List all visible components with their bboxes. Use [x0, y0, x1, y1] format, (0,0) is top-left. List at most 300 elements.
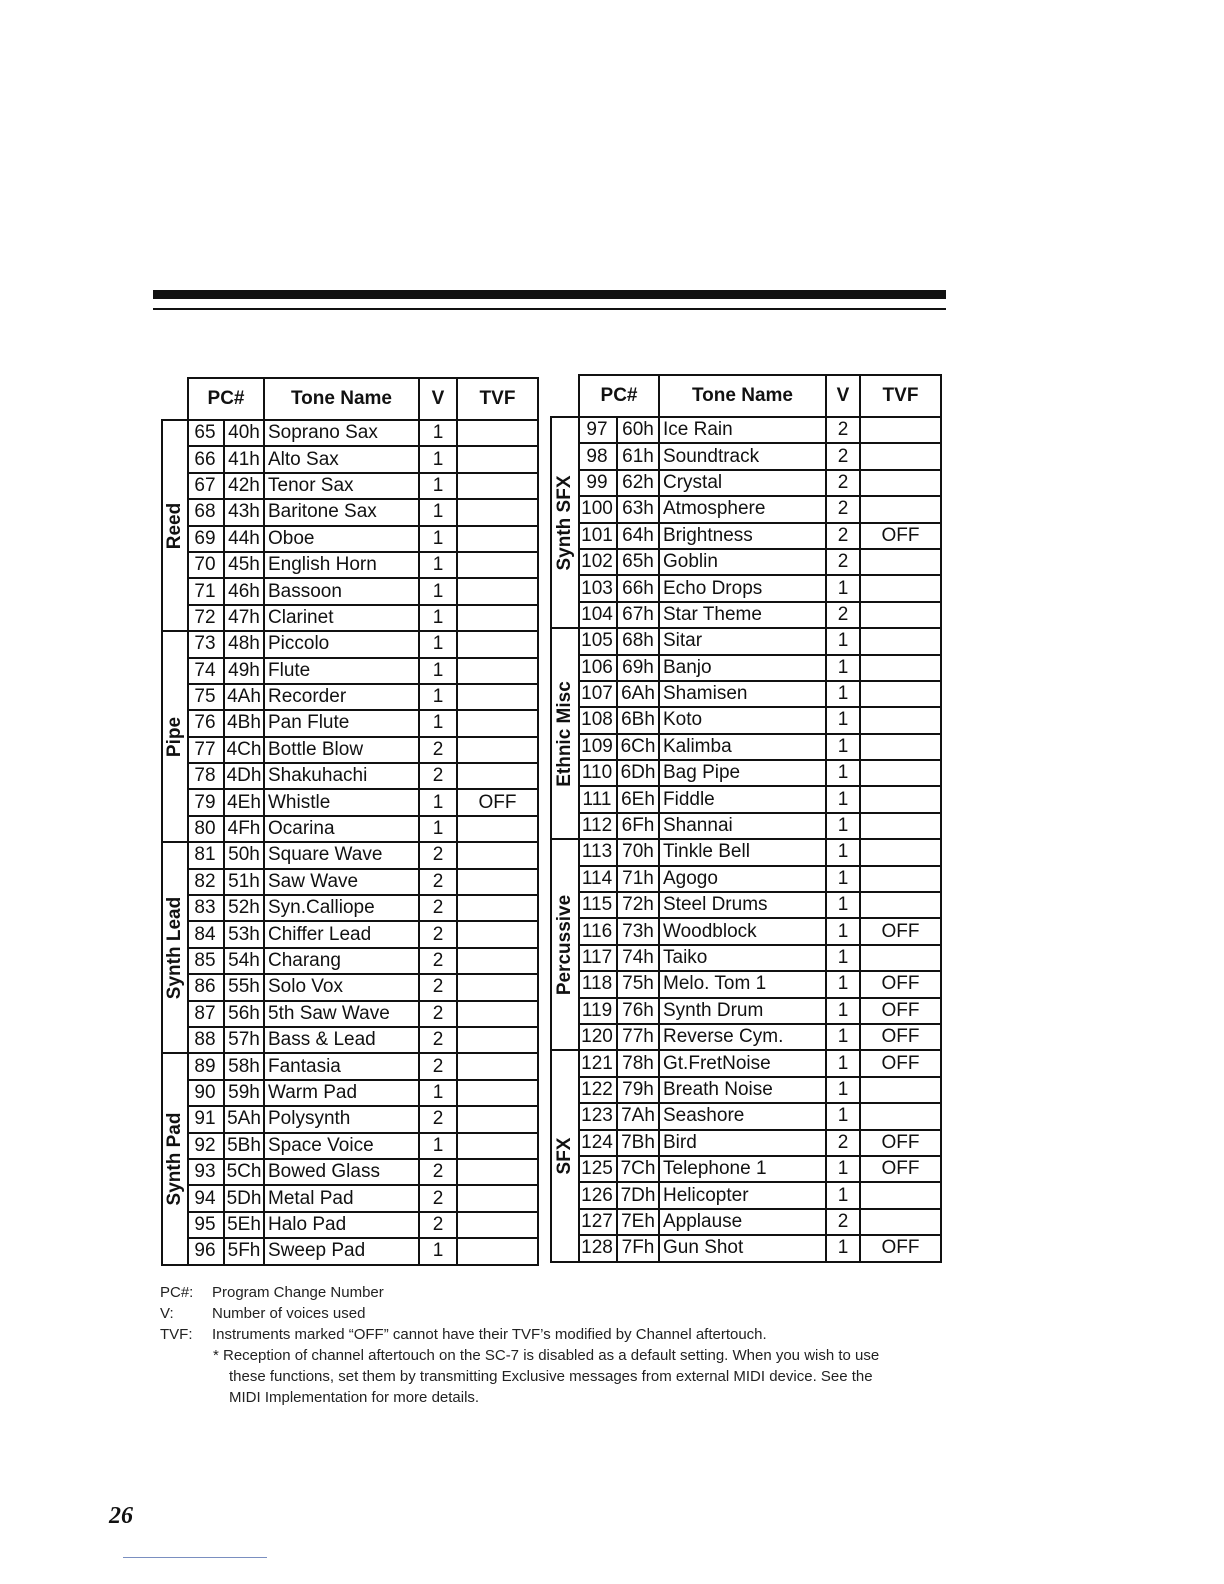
legend-tvf — [160, 1324, 950, 1345]
hex-cell: 66h — [617, 575, 659, 601]
table-row — [551, 760, 941, 786]
table-row — [551, 918, 941, 944]
tone-name-cell: Charang — [264, 948, 419, 974]
tvf-cell — [457, 605, 538, 631]
hex-cell: 7Dh — [617, 1182, 659, 1208]
pc-cell: 96 — [188, 1238, 224, 1264]
voices-cell: 1 — [419, 684, 457, 710]
tone-name-cell: Seashore — [659, 1103, 826, 1129]
table-row — [162, 1001, 538, 1027]
tvf-cell: OFF — [860, 1156, 941, 1182]
pc-cell: 74 — [188, 658, 224, 684]
pc-cell: 85 — [188, 948, 224, 974]
hex-cell: 4Bh — [224, 710, 264, 736]
table-row — [162, 552, 538, 578]
tvf-cell — [457, 1080, 538, 1106]
voices-cell: 2 — [419, 1212, 457, 1238]
hex-cell: 6Dh — [617, 760, 659, 786]
tone-name-header: Tone Name — [659, 375, 826, 417]
table-row — [162, 658, 538, 684]
tvf-cell: OFF — [860, 1024, 941, 1050]
hex-cell: 47h — [224, 605, 264, 631]
pc-cell: 67 — [188, 473, 224, 499]
tone-name-cell: Space Voice — [264, 1133, 419, 1159]
pc-header: PC# — [188, 378, 264, 420]
table-row — [162, 420, 538, 446]
tvf-cell — [860, 813, 941, 839]
group-label: Synth Lead — [164, 896, 185, 1000]
hex-cell: 64h — [617, 523, 659, 549]
tone-name-cell: Flute — [264, 658, 419, 684]
tone-name-cell: Shannai — [659, 813, 826, 839]
voices-cell: 2 — [826, 549, 860, 575]
tone-name-cell: Clarinet — [264, 605, 419, 631]
tone-name-cell: Goblin — [659, 549, 826, 575]
tvf-cell — [457, 499, 538, 525]
tone-name-cell: Atmosphere — [659, 496, 826, 522]
voices-cell: 1 — [826, 628, 860, 654]
table-row — [162, 1053, 538, 1079]
tvf-cell — [457, 420, 538, 446]
tone-name-cell: Gt.FretNoise — [659, 1050, 826, 1076]
pc-cell: 114 — [579, 866, 617, 892]
tvf-cell — [860, 549, 941, 575]
tone-name-cell: Sitar — [659, 628, 826, 654]
table-row — [551, 1209, 941, 1235]
hex-cell: 52h — [224, 895, 264, 921]
pc-cell: 115 — [579, 892, 617, 918]
voices-cell: 2 — [419, 763, 457, 789]
table-row — [162, 789, 538, 815]
pc-cell: 92 — [188, 1133, 224, 1159]
voices-cell: 1 — [419, 1238, 457, 1264]
tvf-cell — [457, 473, 538, 499]
voices-cell: 2 — [826, 1209, 860, 1235]
group-label-cell — [551, 628, 579, 839]
tvf-cell — [457, 658, 538, 684]
hex-cell: 51h — [224, 869, 264, 895]
tone-name-cell: Agogo — [659, 866, 826, 892]
table-row — [162, 499, 538, 525]
hex-cell: 79h — [617, 1077, 659, 1103]
hex-cell: 48h — [224, 631, 264, 657]
voices-cell: 2 — [826, 470, 860, 496]
note-line: these functions, set them by transmitting Exclusive messages from external MIDI device. See the — [229, 1368, 873, 1385]
voices-cell: 1 — [419, 789, 457, 815]
group-label-cell — [551, 417, 579, 628]
group-label-cell — [551, 839, 579, 1050]
pc-cell: 117 — [579, 945, 617, 971]
hex-cell: 6Bh — [617, 707, 659, 733]
tvf-cell — [860, 786, 941, 812]
table-row — [551, 998, 941, 1024]
table-row — [551, 945, 941, 971]
tone-name-cell: Bowed Glass — [264, 1159, 419, 1185]
hex-cell: 58h — [224, 1053, 264, 1079]
group-label: Reed — [164, 502, 185, 549]
voices-cell: 1 — [419, 446, 457, 472]
tone-name-cell: Halo Pad — [264, 1212, 419, 1238]
voices-cell: 1 — [826, 575, 860, 601]
tone-name-cell: Reverse Cym. — [659, 1024, 826, 1050]
table-header-row — [162, 378, 538, 420]
voices-cell: 1 — [419, 499, 457, 525]
hex-cell: 46h — [224, 578, 264, 604]
tone-name-cell: Soundtrack — [659, 443, 826, 469]
hex-cell: 55h — [224, 974, 264, 1000]
hex-cell: 41h — [224, 446, 264, 472]
table-row — [551, 866, 941, 892]
tone-name-cell: Baritone Sax — [264, 499, 419, 525]
tone-name-cell: Warm Pad — [264, 1080, 419, 1106]
tvf-cell — [457, 446, 538, 472]
voices-cell: 1 — [419, 631, 457, 657]
tvf-cell: OFF — [860, 1130, 941, 1156]
table-row — [551, 1103, 941, 1129]
table-row — [162, 605, 538, 631]
tone-name-cell: Taiko — [659, 945, 826, 971]
hex-cell: 42h — [224, 473, 264, 499]
tone-name-cell: English Horn — [264, 552, 419, 578]
table-row — [162, 684, 538, 710]
group-label-cell — [162, 842, 188, 1053]
pc-cell: 121 — [579, 1050, 617, 1076]
group-label-cell — [162, 1053, 188, 1264]
table-row — [162, 473, 538, 499]
tone-name-cell: Polysynth — [264, 1106, 419, 1132]
table-header-row — [551, 375, 941, 417]
pc-cell: 108 — [579, 707, 617, 733]
pc-cell: 125 — [579, 1156, 617, 1182]
tone-name-cell: Koto — [659, 707, 826, 733]
legend-key: TVF: — [160, 1326, 193, 1343]
tone-name-cell: Soprano Sax — [264, 420, 419, 446]
hex-cell: 5Fh — [224, 1238, 264, 1264]
tone-name-cell: Brightness — [659, 523, 826, 549]
pc-cell: 112 — [579, 813, 617, 839]
pc-cell: 81 — [188, 842, 224, 868]
voices-cell: 1 — [826, 866, 860, 892]
pc-cell: 110 — [579, 760, 617, 786]
legend-text: Program Change Number — [212, 1284, 384, 1301]
tvf-cell — [860, 734, 941, 760]
tone-name-cell: Pan Flute — [264, 710, 419, 736]
hex-cell: 73h — [617, 918, 659, 944]
tone-name-cell: Melo. Tom 1 — [659, 971, 826, 997]
pc-cell: 80 — [188, 816, 224, 842]
pc-cell: 102 — [579, 549, 617, 575]
table-row — [551, 417, 941, 443]
table-row — [551, 470, 941, 496]
table-row — [551, 839, 941, 865]
voices-cell: 1 — [419, 1133, 457, 1159]
hex-cell: 75h — [617, 971, 659, 997]
legend-key: PC#: — [160, 1284, 194, 1301]
voices-cell: 2 — [419, 1159, 457, 1185]
voices-cell: 1 — [826, 892, 860, 918]
table-row — [551, 734, 941, 760]
hex-cell: 7Ch — [617, 1156, 659, 1182]
table-row — [551, 1024, 941, 1050]
table-row — [162, 895, 538, 921]
tvf-cell — [457, 1133, 538, 1159]
hex-cell: 63h — [617, 496, 659, 522]
tvf-cell — [457, 842, 538, 868]
pc-cell: 66 — [188, 446, 224, 472]
tvf-cell: OFF — [860, 918, 941, 944]
pc-cell: 72 — [188, 605, 224, 631]
voices-cell: 2 — [419, 948, 457, 974]
hex-cell: 4Dh — [224, 763, 264, 789]
group-label-cell — [551, 1050, 579, 1261]
voices-cell: 2 — [419, 895, 457, 921]
footer-rule — [123, 1557, 267, 1558]
tone-name-cell: Whistle — [264, 789, 419, 815]
tvf-cell — [860, 681, 941, 707]
voices-cell: 2 — [826, 602, 860, 628]
tvf-cell — [457, 684, 538, 710]
tone-name-cell: Saw Wave — [264, 869, 419, 895]
hex-cell: 77h — [617, 1024, 659, 1050]
tvf-cell — [457, 895, 538, 921]
pc-cell: 109 — [579, 734, 617, 760]
tone-name-cell: Synth Drum — [659, 998, 826, 1024]
tvf-cell — [860, 443, 941, 469]
voices-cell: 1 — [826, 1103, 860, 1129]
table-body-right — [551, 417, 941, 1262]
group-label: Percussive — [554, 894, 575, 995]
hex-cell: 5Ch — [224, 1159, 264, 1185]
group-label-cell — [162, 420, 188, 631]
tvf-cell — [457, 816, 538, 842]
tvf-cell — [860, 575, 941, 601]
table-row — [162, 526, 538, 552]
pc-header: PC# — [579, 375, 659, 417]
pc-cell: 124 — [579, 1130, 617, 1156]
hex-cell: 6Ch — [617, 734, 659, 760]
voices-cell: 2 — [419, 1053, 457, 1079]
pc-cell: 77 — [188, 737, 224, 763]
table-row — [162, 1212, 538, 1238]
group-label: Synth SFX — [554, 475, 575, 571]
hex-cell: 61h — [617, 443, 659, 469]
hex-cell: 5Dh — [224, 1185, 264, 1211]
voices-cell: 2 — [419, 1106, 457, 1132]
table-row — [162, 1185, 538, 1211]
voices-cell: 1 — [826, 1050, 860, 1076]
voices-cell: 1 — [419, 816, 457, 842]
tone-name-cell: Syn.Calliope — [264, 895, 419, 921]
voices-cell: 1 — [826, 655, 860, 681]
hex-cell: 59h — [224, 1080, 264, 1106]
tone-name-cell: Ice Rain — [659, 417, 826, 443]
tone-name-cell: Shamisen — [659, 681, 826, 707]
tvf-cell — [457, 948, 538, 974]
hex-cell: 6Ah — [617, 681, 659, 707]
tvf-cell — [860, 602, 941, 628]
hex-cell: 6Fh — [617, 813, 659, 839]
tone-name-cell: Solo Vox — [264, 974, 419, 1000]
legend-text: Number of voices used — [212, 1305, 366, 1322]
table-row — [551, 496, 941, 522]
tone-name-cell: Sweep Pad — [264, 1238, 419, 1264]
tone-name-cell: Ocarina — [264, 816, 419, 842]
tvf-cell — [860, 1103, 941, 1129]
legend-pc — [160, 1282, 950, 1303]
tone-name-cell: Helicopter — [659, 1182, 826, 1208]
tvf-cell — [860, 628, 941, 654]
pc-cell: 128 — [579, 1235, 617, 1261]
tone-name-cell: Chiffer Lead — [264, 921, 419, 947]
voices-cell: 1 — [826, 918, 860, 944]
voices-cell: 1 — [419, 578, 457, 604]
hex-cell: 68h — [617, 628, 659, 654]
voices-cell: 2 — [826, 496, 860, 522]
voices-cell: 2 — [419, 1001, 457, 1027]
tone-name-cell: Oboe — [264, 526, 419, 552]
tone-name-cell: Shakuhachi — [264, 763, 419, 789]
pc-cell: 101 — [579, 523, 617, 549]
pc-cell: 105 — [579, 628, 617, 654]
pc-cell: 90 — [188, 1080, 224, 1106]
tvf-cell — [457, 1212, 538, 1238]
pc-cell: 113 — [579, 839, 617, 865]
voices-cell: 1 — [419, 420, 457, 446]
legend-key: V: — [160, 1305, 174, 1322]
table-row — [162, 1238, 538, 1264]
tvf-cell — [860, 655, 941, 681]
table-row — [551, 892, 941, 918]
tone-name-cell: Square Wave — [264, 842, 419, 868]
voices-cell: 1 — [419, 473, 457, 499]
tvf-cell — [860, 1209, 941, 1235]
tvf-cell — [860, 839, 941, 865]
voices-cell: 1 — [419, 605, 457, 631]
voices-header: V — [419, 378, 457, 420]
table-row — [162, 1106, 538, 1132]
hex-cell: 7Fh — [617, 1235, 659, 1261]
pc-cell: 123 — [579, 1103, 617, 1129]
tvf-cell — [457, 763, 538, 789]
tone-name-cell: Kalimba — [659, 734, 826, 760]
pc-cell: 87 — [188, 1001, 224, 1027]
hex-cell: 78h — [617, 1050, 659, 1076]
table-row — [551, 971, 941, 997]
table-row — [551, 1077, 941, 1103]
voices-cell: 2 — [419, 842, 457, 868]
table-row — [162, 869, 538, 895]
pc-cell: 122 — [579, 1077, 617, 1103]
voices-cell: 2 — [419, 974, 457, 1000]
pc-cell: 86 — [188, 974, 224, 1000]
pc-cell: 68 — [188, 499, 224, 525]
table-row — [162, 737, 538, 763]
table-row — [162, 1133, 538, 1159]
voices-cell: 1 — [826, 786, 860, 812]
tone-name-cell: Bird — [659, 1130, 826, 1156]
table-row — [162, 1159, 538, 1185]
voices-cell: 1 — [419, 526, 457, 552]
tvf-cell — [860, 1182, 941, 1208]
hex-cell: 44h — [224, 526, 264, 552]
table-row — [162, 710, 538, 736]
hex-cell: 53h — [224, 921, 264, 947]
table-row — [551, 1050, 941, 1076]
voices-cell: 1 — [826, 1182, 860, 1208]
tvf-cell — [860, 892, 941, 918]
tvf-cell: OFF — [457, 789, 538, 815]
pc-cell: 65 — [188, 420, 224, 446]
tvf-cell — [457, 1027, 538, 1053]
table-body-left — [162, 420, 538, 1265]
legend-v — [160, 1303, 950, 1324]
tone-name-cell: Bag Pipe — [659, 760, 826, 786]
tone-name-cell: Bottle Blow — [264, 737, 419, 763]
tvf-cell — [457, 737, 538, 763]
tvf-cell — [457, 921, 538, 947]
voices-cell: 2 — [419, 1027, 457, 1053]
table-row — [162, 446, 538, 472]
table-row — [162, 816, 538, 842]
pc-cell: 98 — [579, 443, 617, 469]
hex-cell: 43h — [224, 499, 264, 525]
voices-cell: 2 — [826, 443, 860, 469]
table-row — [162, 1080, 538, 1106]
tone-name-cell: Metal Pad — [264, 1185, 419, 1211]
legend-note — [160, 1345, 950, 1408]
table-row — [162, 948, 538, 974]
table-row — [551, 681, 941, 707]
tvf-cell — [457, 710, 538, 736]
voices-cell: 1 — [826, 1156, 860, 1182]
tone-name-cell: Alto Sax — [264, 446, 419, 472]
voices-cell: 1 — [826, 1024, 860, 1050]
tvf-cell — [457, 1001, 538, 1027]
table-row — [162, 1027, 538, 1053]
hex-cell: 5Ah — [224, 1106, 264, 1132]
pc-cell: 83 — [188, 895, 224, 921]
note-line: MIDI Implementation for more details. — [229, 1389, 480, 1406]
pc-cell: 82 — [188, 869, 224, 895]
pc-cell: 119 — [579, 998, 617, 1024]
tvf-cell — [457, 552, 538, 578]
pc-cell: 75 — [188, 684, 224, 710]
hex-cell: 4Ah — [224, 684, 264, 710]
tone-name-cell: Tinkle Bell — [659, 839, 826, 865]
table-row — [162, 763, 538, 789]
hex-cell: 7Ah — [617, 1103, 659, 1129]
voices-cell: 1 — [826, 734, 860, 760]
hex-cell: 56h — [224, 1001, 264, 1027]
tvf-cell — [457, 869, 538, 895]
tone-name-cell: Piccolo — [264, 631, 419, 657]
table-row — [551, 655, 941, 681]
tone-name-cell: Steel Drums — [659, 892, 826, 918]
voices-cell: 1 — [826, 998, 860, 1024]
pc-cell: 84 — [188, 921, 224, 947]
table-row — [551, 813, 941, 839]
legend-text: Instruments marked “OFF” cannot have their TVF’s modified by Channel aftertouch. — [212, 1326, 767, 1343]
table-row — [551, 1130, 941, 1156]
pc-cell: 111 — [579, 786, 617, 812]
pc-cell: 103 — [579, 575, 617, 601]
voices-cell: 2 — [419, 737, 457, 763]
table-row — [551, 523, 941, 549]
voices-cell: 1 — [826, 839, 860, 865]
tvf-cell: OFF — [860, 1235, 941, 1261]
hex-cell: 72h — [617, 892, 659, 918]
legend — [160, 1282, 950, 1408]
